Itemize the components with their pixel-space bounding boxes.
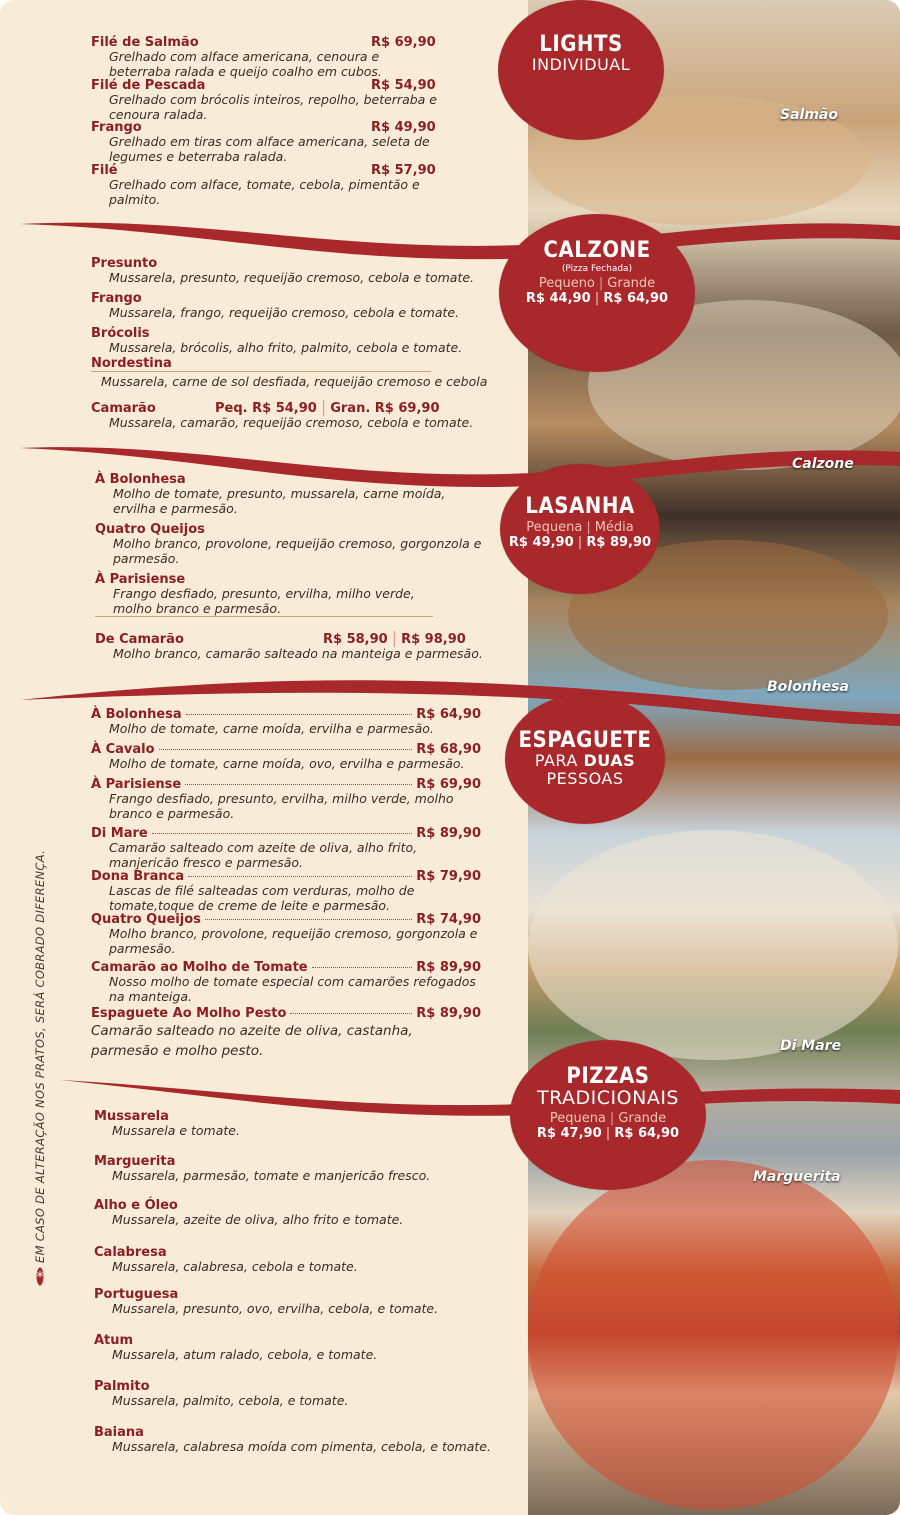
item-name: Filé xyxy=(91,163,118,178)
dot-leader xyxy=(205,919,412,920)
lasanha-item: De Camarão R$ 58,90 | R$ 98,90 Molho branco, camarão salteado na manteiga e parmesão. xyxy=(95,628,485,662)
price-change-note-text: EM CASO DE ALTERAÇÃO NOS PRATOS, SERÁ COBRADO DIFERENÇA. xyxy=(33,849,47,1263)
item-name: Brócolis xyxy=(91,326,150,341)
badge-lights-subtitle: INDIVIDUAL xyxy=(531,55,631,74)
photo-label-calzone: Calzone xyxy=(792,456,854,472)
item-price: R$ 64,90 xyxy=(416,707,481,722)
item-description: Camarão salteado com azeite de oliva, alho frito, manjericão fresco e parmesão. xyxy=(109,840,418,870)
item-description: Molho de tomate, presunto, mussarela, carne moída, ervilha e parmesão. xyxy=(113,486,446,516)
item-name: Alho e Óleo xyxy=(94,1198,178,1213)
item-name: Dona Branca xyxy=(91,869,185,884)
item-name: Camarão ao Molho de Tomate xyxy=(91,960,308,975)
item-description: Molho branco, provolone, requeijão cremoso, gorgonzola e parmesão. xyxy=(109,926,478,956)
espaguete-item xyxy=(91,869,481,913)
photo-label-salmao: Salmão xyxy=(780,107,838,123)
pizza-item xyxy=(94,1287,524,1317)
item-description: Molho de tomate, carne moída, ovo, ervilha e parmesão. xyxy=(109,756,465,771)
dot-leader xyxy=(188,876,412,877)
pizza-item xyxy=(94,1109,524,1139)
espaguete-item xyxy=(91,1006,481,1061)
calzone-item xyxy=(91,256,511,286)
asterisk-icon: * xyxy=(36,1269,44,1286)
item-name: Marguerita xyxy=(94,1154,176,1169)
badge-espaguete-title: ESPAGUETE xyxy=(518,728,652,753)
badge-pizzas-title: PIZZAS xyxy=(566,1064,650,1089)
item-name: Frango xyxy=(91,291,142,306)
item-price: R$ 54,90 xyxy=(371,78,436,93)
item-price: R$ 49,90 xyxy=(371,120,436,135)
pizza-item xyxy=(94,1425,524,1455)
item-name: Frango xyxy=(91,120,142,135)
lasanha-size-large: Média xyxy=(594,520,634,535)
item-name: De Camarão xyxy=(95,632,184,647)
calzone-item xyxy=(91,326,511,356)
item-price: R$ 68,90 xyxy=(416,742,481,757)
item-name: Filé de Salmão xyxy=(91,35,199,50)
item-description: Molho de tomate, carne moída, ervilha e parmesão. xyxy=(109,721,434,736)
dot-leader xyxy=(159,749,413,750)
item-name: À Parisiense xyxy=(91,777,182,792)
lasanha-price-small: R$ 49,90 xyxy=(508,535,574,550)
calzone-size-large: Grande xyxy=(607,276,656,291)
pizzas-price-small: R$ 47,90 xyxy=(536,1125,602,1141)
badge-lasanha-title: LASANHA xyxy=(525,494,635,519)
item-description: Molho branco, provolone, requeijão cremoso, gorgonzola e parmesão. xyxy=(113,536,482,566)
badge-lights xyxy=(498,0,664,140)
photo-label-bolonhesa: Bolonhesa xyxy=(767,679,849,695)
item-price: R$ 74,90 xyxy=(416,912,481,927)
espaguete-item xyxy=(91,707,481,737)
item-description: Mussarela, palmito, cebola, e tomate. xyxy=(112,1393,349,1408)
pizza-item xyxy=(94,1198,524,1228)
espaguete-subtitle-pre: PARA xyxy=(534,751,578,770)
dot-leader xyxy=(185,784,412,785)
item-price-small: Peq. R$ 54,90 xyxy=(215,401,317,416)
item-description: Grelhado com alface, tomate, cebola, pimentão e palmito. xyxy=(109,177,420,207)
item-description: Nosso molho de tomate especial com camarões refogados na manteiga. xyxy=(109,974,476,1004)
pizza-item xyxy=(94,1154,524,1184)
item-description: Mussarela, frango, requeijão cremoso, cebola e tomate. xyxy=(109,305,460,320)
item-name: Baiana xyxy=(94,1425,144,1440)
pizza-item xyxy=(94,1245,524,1275)
item-price: R$ 79,90 xyxy=(416,869,481,884)
item-description: Frango desfiado, presunto, ervilha, milho verde, molho branco e parmesão. xyxy=(109,791,454,821)
item-name: Filé de Pescada xyxy=(91,78,206,93)
espaguete-subtitle-post: PESSOAS xyxy=(546,768,624,788)
lasanha-size-small: Pequena xyxy=(526,520,583,535)
item-description: Lascas de filé salteadas com verduras, molho de tomate,toque de creme de leite e parmesão. xyxy=(109,883,415,913)
item-description: Mussarela, presunto, requeijão cremoso, cebola e tomate. xyxy=(109,270,475,285)
pizza-item xyxy=(94,1379,524,1409)
lights-item xyxy=(91,163,441,207)
item-description: Mussarela, calabresa, cebola e tomate. xyxy=(112,1259,358,1274)
photo-pizza xyxy=(528,1160,898,1510)
item-name: Camarão xyxy=(91,401,156,416)
item-price-small: R$ 58,90 xyxy=(323,632,388,647)
badge-pizzas: PIZZAS TRADICIONAIS Pequena | Grande R$ 47,90 | R$ 64,90 xyxy=(510,1040,706,1190)
item-name: Presunto xyxy=(91,256,158,271)
lights-item xyxy=(91,120,441,164)
item-name: Espaguete Ao Molho Pesto xyxy=(91,1006,287,1021)
badge-espaguete xyxy=(505,694,665,824)
espaguete-subtitle-bold: DUAS xyxy=(583,751,636,770)
item-name: À Parisiense xyxy=(95,572,186,587)
photo-label-di-mare: Di Mare xyxy=(780,1038,842,1054)
badge-calzone-title: CALZONE xyxy=(543,238,651,263)
espaguete-item xyxy=(91,777,481,821)
item-price: R$ 69,90 xyxy=(416,777,481,792)
item-price: R$ 89,90 xyxy=(416,826,481,841)
pizzas-size-small: Pequena xyxy=(549,1110,606,1126)
item-price-large: R$ 98,90 xyxy=(401,632,466,647)
dot-leader xyxy=(186,714,413,715)
item-description: Mussarela, azeite de oliva, alho frito e tomate. xyxy=(112,1212,404,1227)
photo-label-marguerita: Marguerita xyxy=(753,1169,841,1185)
wave-divider-1 xyxy=(0,200,900,263)
espaguete-item xyxy=(91,960,481,1004)
lasanha-item xyxy=(95,472,485,516)
price-change-note xyxy=(30,849,50,1286)
item-name: Palmito xyxy=(94,1379,150,1394)
calzone-item xyxy=(91,356,511,390)
item-name: Mussarela xyxy=(94,1109,169,1124)
item-price-large: Gran. R$ 69,90 xyxy=(330,401,440,416)
calzone-item xyxy=(91,291,511,321)
item-description: Mussarela, presunto, ovo, ervilha, cebola, e tomate. xyxy=(112,1301,439,1316)
item-price: R$ 57,90 xyxy=(371,163,436,178)
badge-calzone-note: (Pizza Fechada) xyxy=(561,264,633,274)
item-name: À Bolonhesa xyxy=(91,707,182,722)
item-name: Portuguesa xyxy=(94,1287,179,1302)
badge-pizzas-subtitle: TRADICIONAIS xyxy=(537,1087,679,1109)
badge-lights-title: LIGHTS xyxy=(539,32,623,57)
item-description: Mussarela, atum ralado, cebola, e tomate. xyxy=(112,1347,378,1362)
dot-leader xyxy=(290,1013,412,1014)
item-name: Atum xyxy=(94,1333,134,1348)
lasanha-price-large: R$ 89,90 xyxy=(586,535,652,550)
item-price: R$ 89,90 xyxy=(416,960,481,975)
item-description: Mussarela, parmesão, tomate e manjericão fresco. xyxy=(112,1168,431,1183)
lasanha-item xyxy=(95,522,485,566)
item-description: Grelhado com alface americana, cenoura e beterraba ralada e queijo coalho em cubos. xyxy=(109,49,382,79)
item-description: Molho branco, camarão salteado na manteiga e parmesão. xyxy=(113,646,483,661)
lasanha-item xyxy=(95,572,485,617)
lights-item xyxy=(91,35,441,79)
item-name: Quatro Queijos xyxy=(91,912,201,927)
calzone-item: Camarão Peq. R$ 54,90 | Gran. R$ 69,90 Mussarela, camarão, requeijão cremoso, cebola e tomate. xyxy=(91,397,511,431)
badge-lasanha: LASANHA Pequena | Média R$ 49,90 | R$ 89,90 xyxy=(500,464,660,594)
item-name: Nordestina xyxy=(91,356,431,372)
item-price: R$ 69,90 xyxy=(371,35,436,50)
espaguete-item xyxy=(91,742,481,772)
pizzas-price-large: R$ 64,90 xyxy=(614,1125,680,1141)
dot-leader xyxy=(152,833,413,834)
item-price: R$ 89,90 xyxy=(416,1006,481,1021)
item-description: Mussarela, brócolis, alho frito, palmito, cebola e tomate. xyxy=(109,340,463,355)
item-name: Di Mare xyxy=(91,826,148,841)
item-description: Grelhado com brócolis inteiros, repolho, beterraba e cenoura ralada. xyxy=(109,92,437,122)
photo-spaghetti xyxy=(528,830,898,1060)
pizzas-size-large: Grande xyxy=(618,1110,667,1126)
item-description: Camarão salteado no azeite de oliva, castanha, parmesão e molho pesto. xyxy=(91,1023,413,1059)
item-description: Mussarela e tomate. xyxy=(112,1123,240,1138)
item-name: Quatro Queijos xyxy=(95,522,205,537)
dot-leader xyxy=(312,967,413,968)
lights-item xyxy=(91,78,441,122)
espaguete-item xyxy=(91,912,481,956)
item-description: Grelhado em tiras com alface americana, seleta de legumes e beterraba ralada. xyxy=(109,134,430,164)
item-name: Calabresa xyxy=(94,1245,167,1260)
item-name: À Cavalo xyxy=(91,742,155,757)
calzone-size-small: Pequeno xyxy=(538,276,595,291)
espaguete-item xyxy=(91,826,481,870)
item-description: Mussarela, carne de sol desfiada, requeijão cremoso e cebola xyxy=(101,374,488,389)
item-description: Mussarela, calabresa moída com pimenta, cebola, e tomate. xyxy=(112,1439,491,1454)
calzone-price-small: R$ 44,90 xyxy=(525,291,591,306)
badge-calzone: CALZONE (Pizza Fechada) Pequeno | Grande R$ 44,90 | R$ 64,90 xyxy=(499,214,695,372)
pizza-item xyxy=(94,1333,524,1363)
calzone-price-large: R$ 64,90 xyxy=(603,291,669,306)
item-description: Frango desfiado, presunto, ervilha, milho verde, molho branco e parmesão. xyxy=(95,587,433,617)
item-description: Mussarela, camarão, requeijão cremoso, cebola e tomate. xyxy=(109,415,474,430)
item-name: À Bolonhesa xyxy=(95,472,186,487)
